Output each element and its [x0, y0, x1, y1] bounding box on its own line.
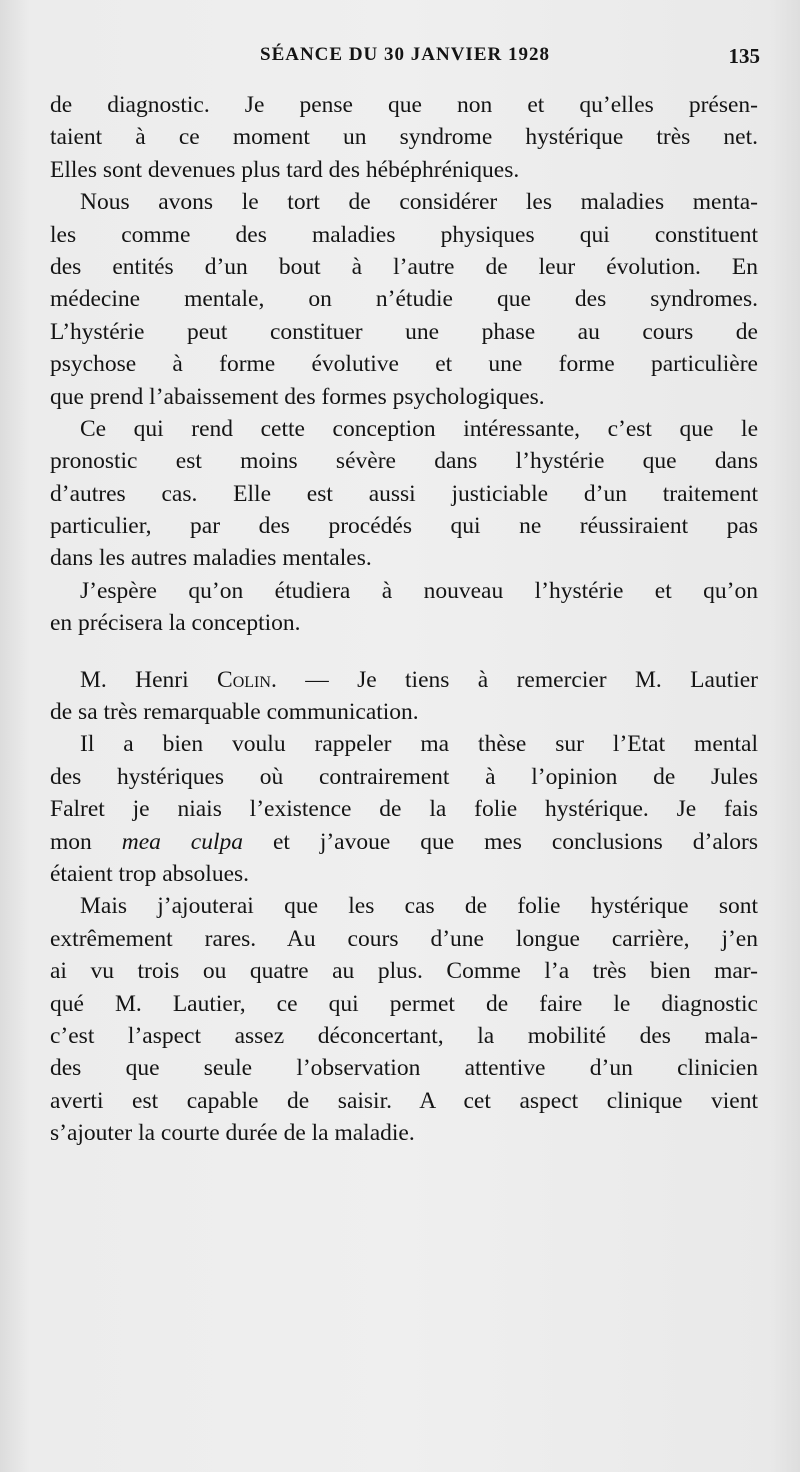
text-line: d’autres cas. Elle est aussi justiciable d’un traitement [50, 480, 758, 507]
text-line: psychose à forme évolutive et une forme particulière [50, 351, 758, 378]
text-line: Elles sont devenues plus tard des hébéphréniques. [50, 156, 520, 183]
text-line: pronostic est moins sévère dans l’hystérie que dans [50, 448, 758, 475]
text-line: de sa très remarquable communication. [50, 699, 419, 726]
culpa-before: mon [50, 828, 122, 855]
text-line: des hystériques où contrairement à l’opinion de Jules [50, 763, 758, 790]
text-line: médecine mentale, on n’étudie que des syndromes. [50, 286, 758, 313]
text-line: s’ajouter la courte durée de la maladie. [50, 1120, 415, 1147]
mea-culpa-line [50, 826, 758, 858]
text-line: les comme des maladies physiques qui constituent [50, 221, 758, 248]
text-line: des entités d’un bout à l’autre de leur évolution. En [50, 253, 758, 280]
text-line: en précisera la conception. [50, 610, 301, 637]
text-line: de diagnostic. Je pense que non et qu’elles présen- [50, 92, 758, 118]
text-line: taient à ce moment un syndrome hystérique très net. [50, 124, 758, 151]
text-line: extrêmement rares. Au cours d’une longue carrière, j’en [50, 925, 758, 952]
culpa-after: et j’avoue que mes conclusions d’alors [243, 828, 758, 855]
text-line: que prend l’abaissement des formes psychologiques. [50, 383, 545, 410]
text-line: Il a bien voulu rappeler ma thèse sur l’Etat mental [80, 731, 758, 758]
text-line: c’est l’aspect assez déconcertant, la mobilité des mala- [50, 1022, 758, 1049]
paragraph-gap [50, 640, 758, 664]
text-line: des que seule l’observation attentive d’un clinicien [50, 1055, 758, 1082]
running-header [50, 44, 760, 74]
text-line: averti est capable de saisir. A cet aspect clinique vient [50, 1087, 758, 1114]
running-title: SÉANCE DU 30 JANVIER 1928 [260, 44, 550, 65]
text-line: Nous avons le tort de considérer les maladies menta- [80, 189, 758, 216]
speaker-surname: Colin [217, 666, 271, 693]
text-line: particulier, par des procédés qui ne réussiraient pas [50, 513, 758, 540]
text-line: ai vu trois ou quatre au plus. Comme l’a très bien mar- [50, 958, 758, 985]
body-text [50, 89, 758, 1150]
speaker-prefix: M. Henri [80, 666, 218, 693]
culpa-italic: mea culpa [121, 828, 244, 855]
text-line: dans les autres maladies mentales. [50, 545, 372, 572]
speaker-remark: . — Je tiens à remercier M. Lautier [270, 666, 758, 693]
text-line: L’hystérie peut constituer une phase au cours de [50, 318, 758, 345]
speaker-line [50, 664, 758, 696]
text-line: J’espère qu’on étudiera à nouveau l’hystérie et qu’on [80, 577, 758, 604]
text-line: Mais j’ajouterai que les cas de folie hystérique sont [80, 893, 758, 920]
text-line: étaient trop absolues. [50, 860, 250, 887]
page-number: 135 [728, 44, 760, 68]
text-line: Falret je niais l’existence de la folie hystérique. Je fais [50, 796, 758, 823]
text-line: qué M. Lautier, ce qui permet de faire le diagnostic [50, 990, 758, 1017]
text-line: Ce qui rend cette conception intéressante, c’est que le [80, 415, 758, 442]
